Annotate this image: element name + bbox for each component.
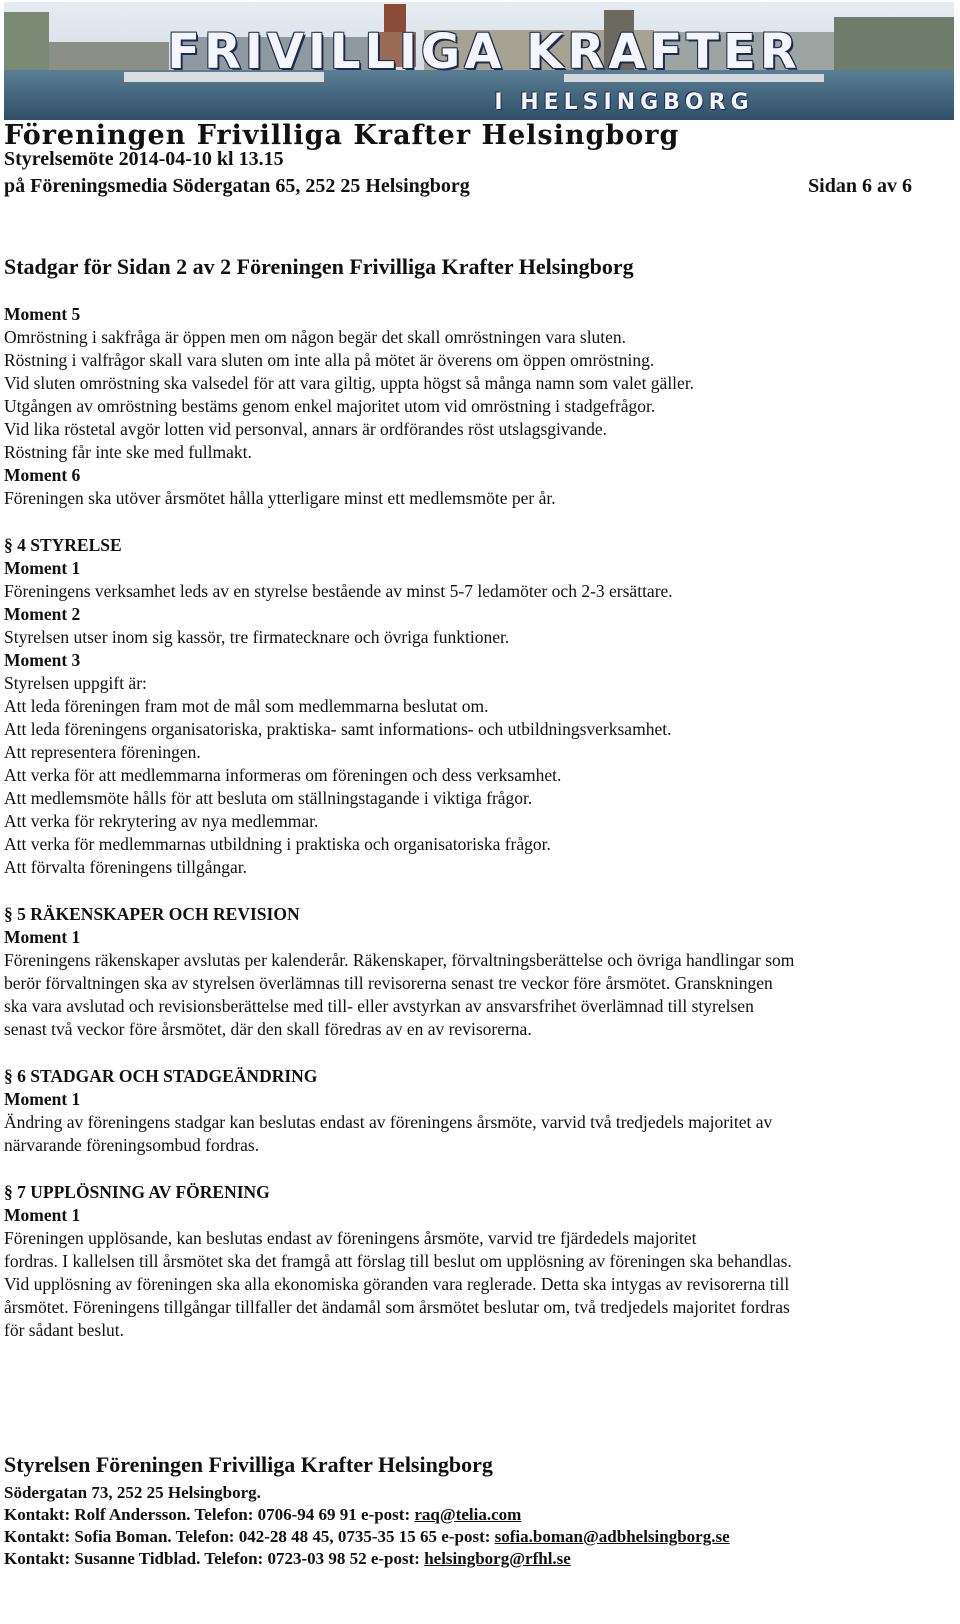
- body-line: Att leda föreningens organisatoriska, praktiska- samt informations- och utbildningsverksamhet.: [4, 719, 672, 739]
- section-heading: § 5 RÄKENSKAPER OCH REVISION: [4, 904, 300, 924]
- body-line: Att verka för att medlemmarna informeras om föreningen och dess verksamhet.: [4, 765, 562, 785]
- body-line: Röstning i valfrågor skall vara sluten om inte alla på mötet är överens om öppen omröstning.: [4, 350, 655, 370]
- body-line: Att medlemsmöte hålls för att besluta om ställningstagande i viktiga frågor.: [4, 788, 533, 808]
- body-line: Styrelsen utser inom sig kassör, tre firmatecknare och övriga funktioner.: [4, 627, 510, 647]
- email-link[interactable]: helsingborg@rfhl.se: [424, 1549, 571, 1568]
- body-line: Att verka för rekrytering av nya medlemmar.: [4, 811, 319, 831]
- section-heading: § 6 STADGAR OCH STADGEÄNDRING: [4, 1066, 318, 1086]
- body-line: ska vara avslutad och revisionsberättelse med till- eller avstyrkan av ansvarsfrihet överlämnad till styrelsen: [4, 996, 754, 1016]
- doc-title: Stadgar för Sidan 2 av 2 Föreningen Frivilliga Krafter Helsingborg: [4, 254, 634, 279]
- body-line: fordras. I kallelsen till årsmötet ska det framgå att förslag till beslut om upplösning av föreningen ska behandlas.: [4, 1251, 792, 1271]
- body-line: Moment 1: [4, 1205, 81, 1225]
- header-banner: [4, 2, 954, 120]
- body-line: närvarande föreningsombud fordras.: [4, 1135, 260, 1155]
- body-line: Utgången av omröstning bestäms genom enkel majoritet utom vid omröstning i stadgefrågor.: [4, 396, 656, 416]
- body-line: Omröstning i sakfråga är öppen men om någon begär det skall omröstningen vara sluten.: [4, 327, 627, 347]
- body-line: Att leda föreningen fram mot de mål som medlemmarna beslutat om.: [4, 696, 489, 716]
- body-line: berör förvaltningen ska av styrelsen överlämnas till revisorerna senast tre veckor före årsmötet. Granskningen: [4, 973, 773, 993]
- body-line: Moment 1: [4, 558, 81, 578]
- body-line: Röstning får inte ske med fullmakt.: [4, 442, 252, 462]
- contact-text: Kontakt: Susanne Tidblad. Telefon: 0723-03 98 52 e-post:: [4, 1549, 425, 1568]
- section-heading: § 4 STYRELSE: [4, 535, 122, 555]
- body-line: Moment 5: [4, 304, 81, 324]
- body-line: Att verka för medlemmarnas utbildning i praktiska och organisatoriska frågor.: [4, 834, 551, 854]
- body-line: Föreningens verksamhet leds av en styrelse bestående av minst 5-7 ledamöter och 2-3 ersättare.: [4, 581, 673, 601]
- org-title: Föreningen Frivilliga Krafter Helsingborg: [4, 120, 680, 151]
- banner-title: FRIVILLIGA KRAFTER: [167, 24, 801, 80]
- email-link[interactable]: sofia.boman@adbhelsingborg.se: [494, 1527, 730, 1546]
- contact-line: [4, 1549, 571, 1569]
- body-line: Ändring av föreningens stadgar kan beslutas endast av föreningens årsmöte, varvid två tredjedels majoritet av: [4, 1112, 773, 1132]
- contact-text: Kontakt: Rolf Andersson. Telefon: 0706-94 69 91 e-post:: [4, 1505, 415, 1524]
- body-line: för sådant beslut.: [4, 1320, 125, 1340]
- body-line: Styrelsen uppgift är:: [4, 673, 147, 693]
- body-line: Moment 3: [4, 650, 81, 670]
- footer-title: Styrelsen Föreningen Frivilliga Krafter Helsingborg: [4, 1452, 493, 1477]
- meeting-line: Styrelsemöte 2014-04-10 kl 13.15: [4, 148, 284, 170]
- body-line: Moment 1: [4, 1089, 81, 1109]
- email-link[interactable]: raq@telia.com: [414, 1505, 522, 1524]
- location-line: på Föreningsmedia Södergatan 65, 252 25 Helsingborg: [4, 175, 470, 197]
- body-line: Vid lika röstetal avgör lotten vid personval, annars är ordförandes röst utslagsgivande.: [4, 419, 608, 439]
- contact-text: Kontakt: Sofia Boman. Telefon: 042-28 48 45, 0735-35 15 65 e-post:: [4, 1527, 495, 1546]
- body-line: Att representera föreningen.: [4, 742, 201, 762]
- body-line: senast två veckor före årsmötet, där den skall föredras av en av revisorerna.: [4, 1019, 532, 1039]
- contact-line: [4, 1505, 521, 1525]
- body-line: Vid sluten omröstning ska valsedel för att vara giltig, uppta högst så många namn som valet gäller.: [4, 373, 695, 393]
- body-line: Att förvalta föreningens tillgångar.: [4, 857, 247, 877]
- banner-subtitle: I HELSINGBORG: [494, 90, 754, 115]
- footer-address: Södergatan 73, 252 25 Helsingborg.: [4, 1483, 261, 1502]
- body-line: Moment 1: [4, 927, 81, 947]
- section-heading: § 7 UPPLÖSNING AV FÖRENING: [4, 1182, 270, 1202]
- body-line: årsmötet. Föreningens tillgångar tillfaller det ändamål som årsmötet beslutar om, två tredjedels majoritet fordras: [4, 1297, 790, 1317]
- page-number: Sidan 6 av 6: [808, 175, 912, 197]
- body-line: Föreningen upplösande, kan beslutas endast av föreningens årsmöte, varvid tre fjärdedels majoritet: [4, 1228, 697, 1248]
- contact-line: [4, 1527, 730, 1547]
- body-line: Föreningens räkenskaper avslutas per kalenderår. Räkenskaper, förvaltningsberättelse och övriga handlingar som: [4, 950, 795, 970]
- body-line: Föreningen ska utöver årsmötet hålla ytterligare minst ett medlemsmöte per år.: [4, 488, 556, 508]
- body-line: Moment 2: [4, 604, 81, 624]
- body-line: Vid upplösning av föreningen ska alla ekonomiska göranden vara reglerade. Detta ska intygas av revisorerna till: [4, 1274, 790, 1294]
- body-line: Moment 6: [4, 465, 81, 485]
